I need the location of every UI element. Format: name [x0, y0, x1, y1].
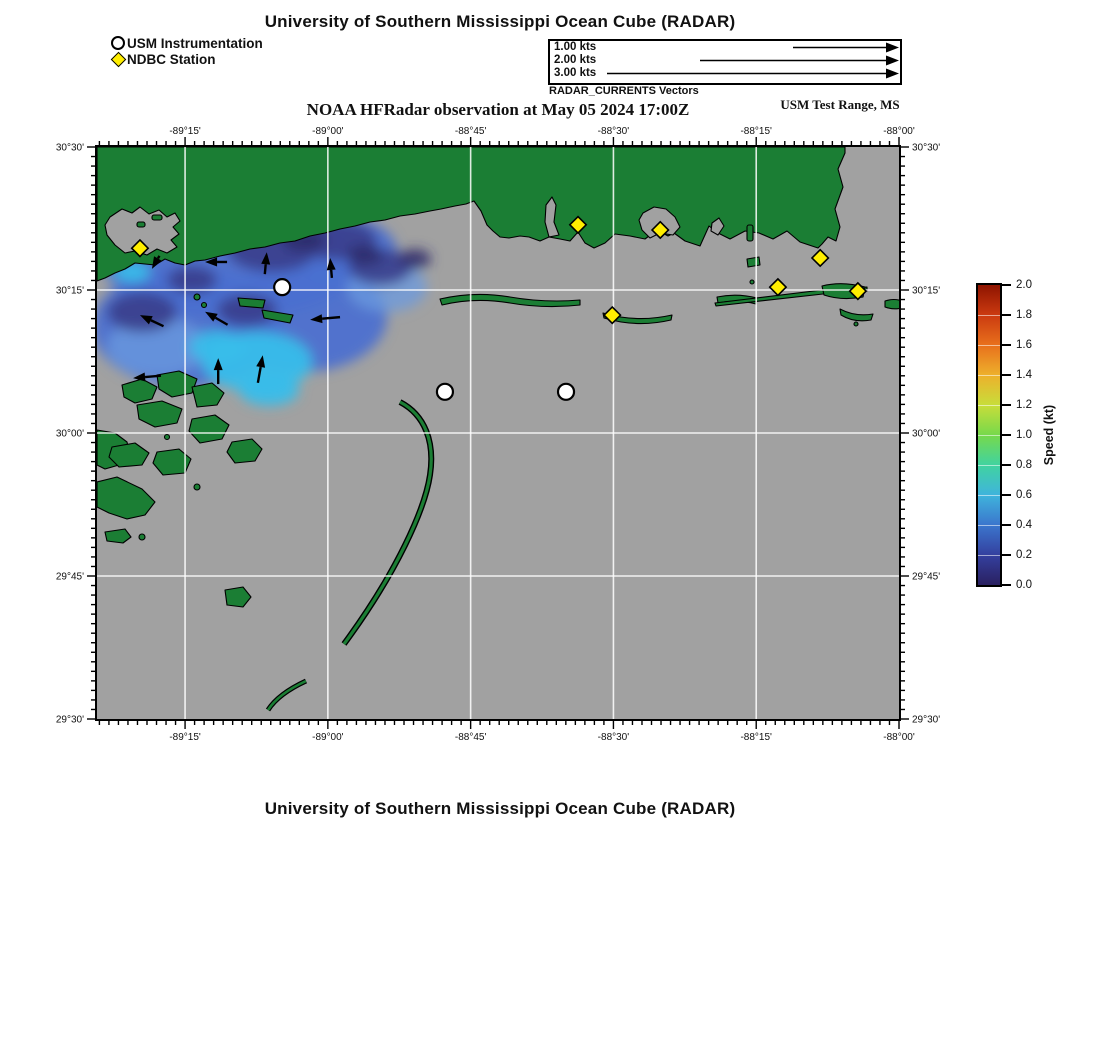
colorbar-gridline — [978, 555, 1000, 556]
vector-scale-label: 3.00 kts — [554, 67, 597, 79]
symbol-legend — [110, 35, 263, 67]
x-tick-label: -88°30' — [597, 732, 630, 743]
colorbar-gridline — [978, 375, 1000, 376]
colorbar-tick — [1002, 314, 1011, 316]
speed-colorbar — [976, 283, 1002, 587]
figure-title-bottom: University of Southern Mississippi Ocean Cube (RADAR) — [264, 799, 736, 818]
current-vector-shaft — [322, 317, 340, 319]
colorbar-tick-label: 0.2 — [1016, 548, 1032, 561]
colorbar-axis-label: Speed (kt) — [1042, 404, 1056, 466]
colorbar-tick-label: 1.2 — [1016, 398, 1032, 411]
west-barrier-island — [440, 294, 580, 306]
current-vector-shaft — [331, 270, 332, 278]
y-tick-label: 29°45' — [912, 571, 941, 583]
usm-instrumentation-marker — [274, 279, 290, 295]
colorbar-tick-label: 0.4 — [1016, 518, 1032, 531]
x-tick-label: -89°15' — [169, 732, 201, 743]
colorbar-tick-label: 1.4 — [1016, 368, 1032, 381]
map-canvas — [55, 126, 941, 743]
x-tick-label: -89°15' — [169, 126, 201, 137]
legend-row-usm — [110, 35, 263, 51]
cat-island — [238, 298, 265, 308]
x-tick-label: -88°15' — [740, 732, 772, 743]
legend-label-usm: USM Instrumentation — [127, 35, 263, 51]
ndbc-station-marker — [770, 279, 786, 295]
x-tick-label: -88°00' — [883, 732, 915, 743]
vector-scale-label: 2.00 kts — [554, 54, 597, 66]
colorbar-gridline — [978, 495, 1000, 496]
colorbar-tick — [1002, 374, 1011, 376]
x-tick-label: -88°00' — [883, 126, 915, 137]
radar-speed-patch — [239, 374, 299, 406]
colorbar-tick — [1002, 464, 1011, 466]
ndbc-station-icon — [110, 51, 127, 67]
ndbc-station-marker — [812, 250, 828, 266]
usm-instrumentation-icon — [110, 35, 127, 51]
y-tick-label: 30°00' — [55, 428, 84, 440]
vector-legend-caption: RADAR_CURRENTS Vectors — [549, 85, 699, 97]
y-tick-label: 30°15' — [912, 285, 941, 297]
y-tick-label: 30°15' — [55, 285, 84, 297]
colorbar-tick-label: 0.6 — [1016, 488, 1032, 501]
colorbar-gridline — [978, 405, 1000, 406]
vector-scale-row — [550, 67, 900, 80]
radar-speed-patch — [107, 292, 177, 332]
x-tick-label: -89°00' — [312, 126, 344, 137]
colorbar-tick — [1002, 404, 1011, 406]
vector-scale-row — [550, 54, 900, 67]
colorbar-tick — [1002, 494, 1011, 496]
vector-scale-arrow-1kt — [550, 41, 900, 54]
y-tick-label: 29°30' — [912, 714, 941, 726]
colorbar-tick-label: 1.0 — [1016, 428, 1032, 441]
map-plot — [55, 126, 941, 743]
colorbar-gridline — [978, 345, 1000, 346]
x-tick-label: -88°45' — [454, 126, 487, 137]
colorbar-tick — [1002, 584, 1011, 586]
current-vector-shaft — [158, 256, 160, 259]
colorbar-tick — [1002, 434, 1011, 436]
x-tick-label: -88°15' — [740, 126, 772, 137]
observation-subtitle: NOAA HFRadar observation at May 05 2024 17:00Z — [306, 100, 690, 119]
region-label: USM Test Range, MS — [780, 97, 900, 112]
y-tick-label: 29°30' — [55, 714, 84, 726]
usm-instrumentation-marker — [558, 384, 574, 400]
radar-speed-patch — [347, 245, 383, 265]
x-tick-label: -88°30' — [597, 126, 630, 137]
colorbar-tick-label: 1.6 — [1016, 338, 1032, 351]
x-tick-label: -88°45' — [454, 732, 487, 743]
radar-speed-patch — [399, 249, 431, 269]
colorbar-gridline — [978, 435, 1000, 436]
colorbar-gridline — [978, 315, 1000, 316]
legend-label-ndbc: NDBC Station — [127, 51, 216, 67]
colorbar-tick — [1002, 524, 1011, 526]
legend-row-ndbc — [110, 51, 263, 67]
colorbar-tick-label: 1.8 — [1016, 308, 1032, 321]
y-tick-label: 30°00' — [912, 428, 941, 440]
vector-scale-arrow-2kt — [550, 54, 900, 67]
colorbar-gridline — [978, 525, 1000, 526]
colorbar-tick-label: 0.8 — [1016, 458, 1032, 471]
fort-morgan-strip — [885, 300, 902, 309]
x-tick-label: -89°00' — [312, 732, 344, 743]
usm-instrumentation-marker — [437, 384, 453, 400]
colorbar-tick — [1002, 344, 1011, 346]
vector-scale-label: 1.00 kts — [554, 41, 597, 53]
radar-speed-patch — [189, 331, 245, 363]
y-tick-label: 30°30' — [912, 142, 941, 154]
current-vector-shaft — [145, 376, 161, 377]
vector-scale-row — [550, 41, 900, 54]
land-shapes — [97, 147, 902, 710]
current-vector-shaft — [265, 264, 266, 274]
vector-scale-legend — [548, 39, 902, 85]
y-tick-label: 30°30' — [55, 142, 84, 154]
figure-title: University of Southern Mississippi Ocean Cube (RADAR) — [264, 12, 736, 31]
colorbar-tick — [1002, 554, 1011, 556]
colorbar-tick-label: 2.0 — [1016, 278, 1032, 291]
vector-scale-arrow-3kt — [550, 67, 900, 80]
y-tick-label: 29°45' — [55, 571, 84, 583]
chandeleur-islands — [268, 402, 431, 710]
colorbar-tick — [1002, 284, 1011, 286]
colorbar-tick-label: 0.0 — [1016, 578, 1032, 591]
colorbar-gridline — [978, 465, 1000, 466]
